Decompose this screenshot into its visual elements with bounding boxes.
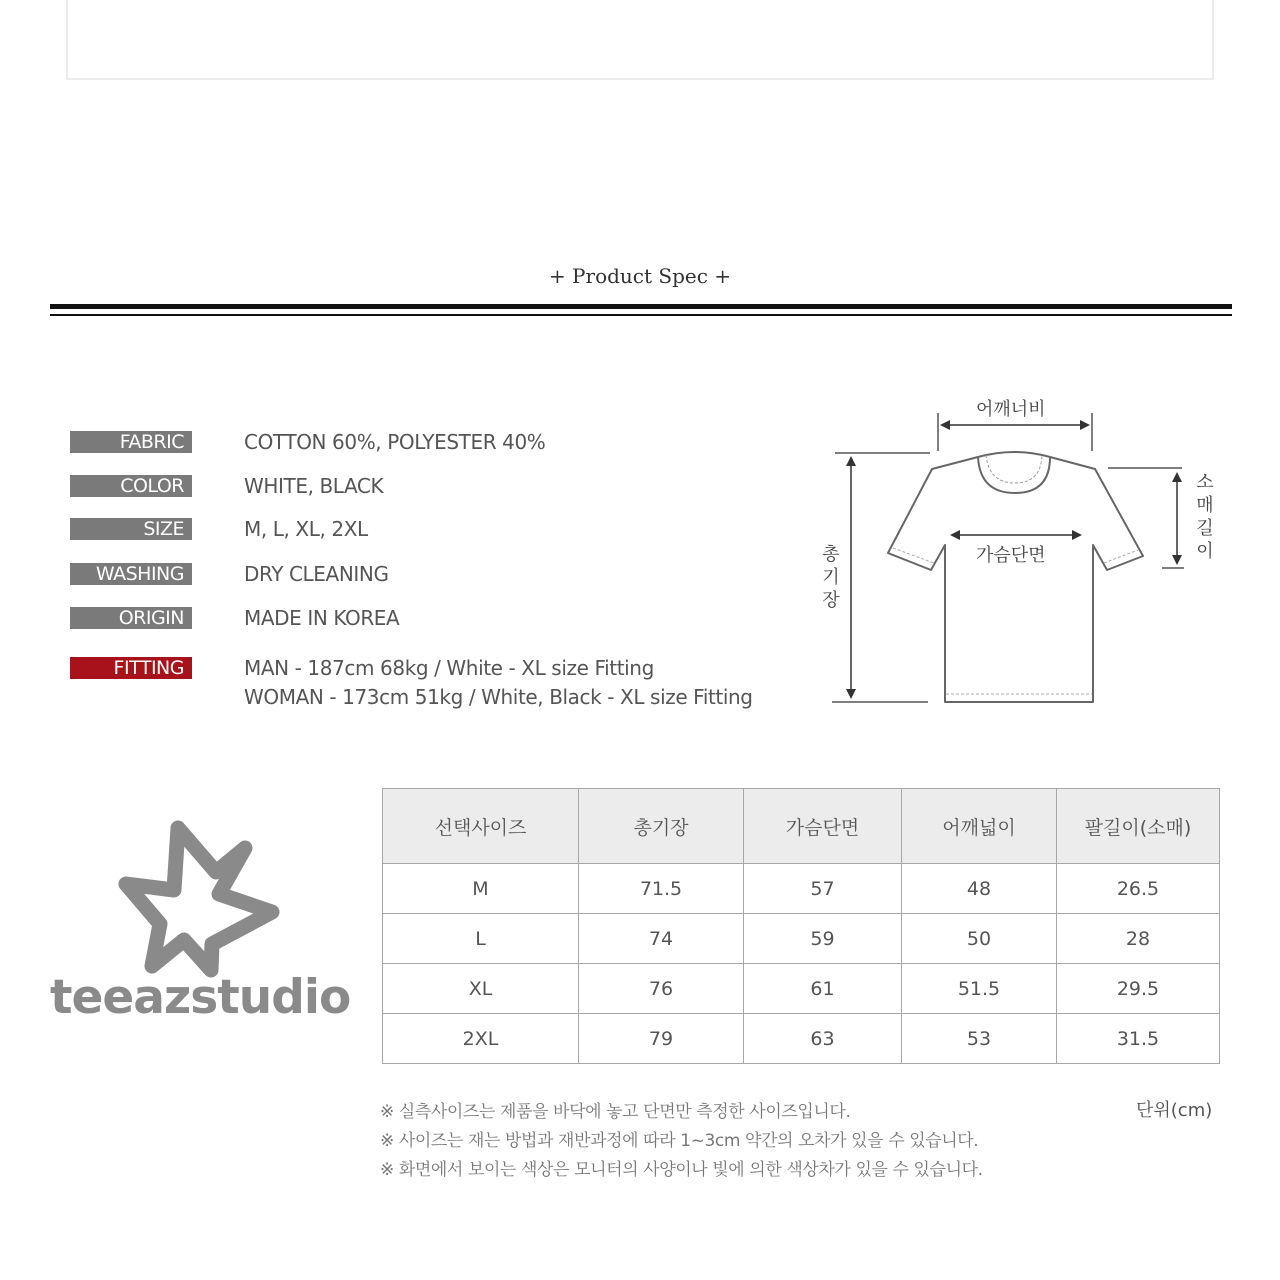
chest-width-label: 가슴단면 <box>976 545 1046 566</box>
header-size: 선택사이즈 <box>383 789 579 864</box>
size-chart-table <box>382 788 1220 1064</box>
spec-value: M, L, XL, 2XL <box>244 517 368 541</box>
table-cell: 50 <box>902 914 1057 964</box>
table-cell: 31.5 <box>1057 1014 1220 1064</box>
table-cell: XL <box>383 964 579 1014</box>
table-cell: 29.5 <box>1057 964 1220 1014</box>
table-cell: 79 <box>579 1014 744 1064</box>
table-header-row <box>383 789 1220 864</box>
sleeve-length-label: 소 매 길 이 <box>1196 472 1214 562</box>
table-cell: 59 <box>744 914 902 964</box>
title-rule-thin <box>50 314 1232 316</box>
spec-value: MAN - 187cm 68kg / White - XL size Fitting <box>244 656 654 680</box>
table-cell: 63 <box>744 1014 902 1064</box>
spec-value: COTTON 60%, POLYESTER 40% <box>244 430 546 454</box>
spec-value: WHITE, BLACK <box>244 474 384 498</box>
table-cell: L <box>383 914 579 964</box>
note-line: ※ 사이즈는 재는 방법과 재반과정에 따라 1~3cm 약간의 오차가 있을 수 있습니다. <box>380 1131 979 1151</box>
table-cell: 61 <box>744 964 902 1014</box>
tshirt-measurement-diagram <box>810 385 1230 715</box>
table-cell: 74 <box>579 914 744 964</box>
total-length-label: 총 기 장 <box>822 544 840 611</box>
table-cell: 48 <box>902 864 1057 914</box>
header-chest: 가슴단면 <box>744 789 902 864</box>
spec-label: WASHING <box>70 563 192 585</box>
spec-label: FITTING <box>70 657 192 679</box>
table-cell: 51.5 <box>902 964 1057 1014</box>
brand-logo <box>44 820 364 1030</box>
header-sleeve: 팔길이(소매) <box>1057 789 1220 864</box>
table-cell: 57 <box>744 864 902 914</box>
spec-label: ORIGIN <box>70 607 192 629</box>
spec-value: DRY CLEANING <box>244 562 389 586</box>
section-title: + Product Spec + <box>548 264 732 288</box>
header-shoulder: 어깨넓이 <box>902 789 1057 864</box>
note-line: ※ 화면에서 보이는 색상은 모니터의 사양이나 빛에 의한 색상차가 있을 수 있습니다. <box>380 1160 983 1180</box>
size-notes <box>380 1098 983 1185</box>
shoulder-width-label: 어깨너비 <box>976 399 1046 420</box>
spec-label: SIZE <box>70 518 192 540</box>
table-cell: 53 <box>902 1014 1057 1064</box>
table-row <box>383 914 1220 964</box>
star-logo-icon <box>44 820 364 980</box>
table-cell: M <box>383 864 579 914</box>
table-cell: 26.5 <box>1057 864 1220 914</box>
note-line: ※ 실측사이즈는 제품을 바닥에 놓고 단면만 측정한 사이즈입니다. <box>380 1102 851 1122</box>
spec-label: COLOR <box>70 475 192 497</box>
top-content-box <box>66 0 1214 80</box>
spec-value: MADE IN KOREA <box>244 606 400 630</box>
spec-label: FABRIC <box>70 431 192 453</box>
spec-value-secondary: WOMAN - 173cm 51kg / White, Black - XL size Fitting <box>244 685 753 709</box>
header-total-length: 총기장 <box>579 789 744 864</box>
table-cell: 71.5 <box>579 864 744 914</box>
table-row <box>383 864 1220 914</box>
table-cell: 2XL <box>383 1014 579 1064</box>
table-cell: 28 <box>1057 914 1220 964</box>
table-row <box>383 964 1220 1014</box>
table-cell: 76 <box>579 964 744 1014</box>
title-rule-thick <box>50 304 1232 309</box>
table-row <box>383 1014 1220 1064</box>
unit-label: 단위(cm) <box>1136 1100 1213 1121</box>
brand-name: teeazstudio <box>50 970 351 1025</box>
